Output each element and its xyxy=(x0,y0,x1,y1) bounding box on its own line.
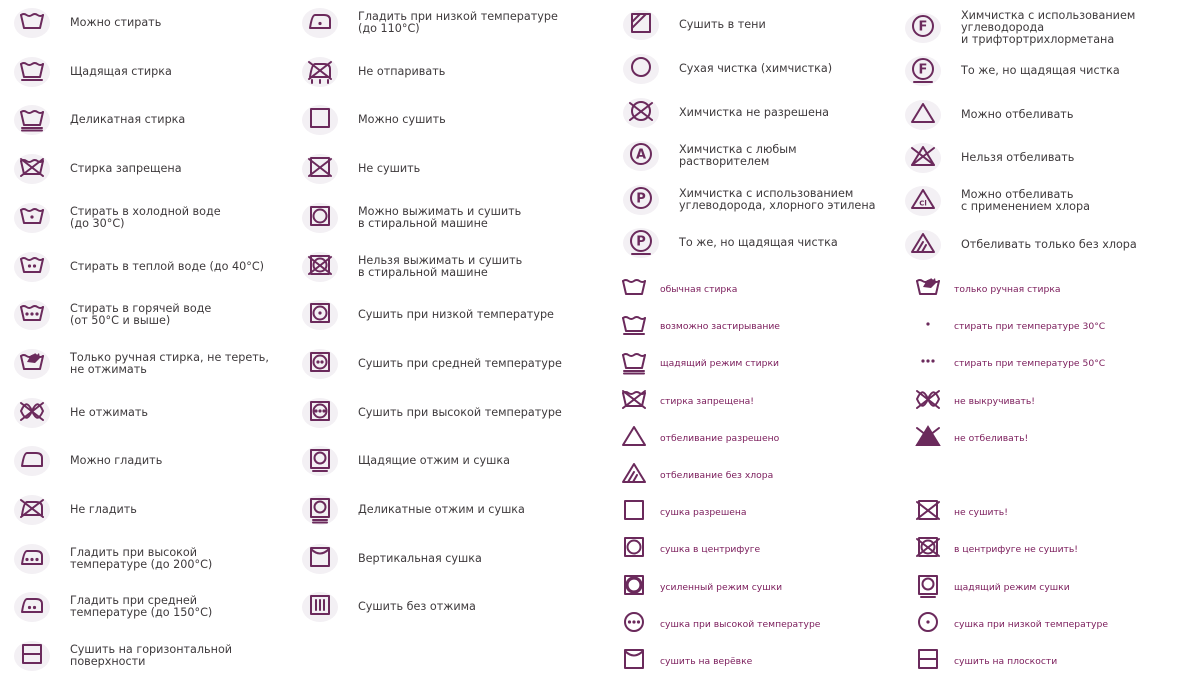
symbol-label: То же, но щадящая чистка xyxy=(679,236,838,249)
symbol-entry xyxy=(623,142,797,170)
washtub-crossed-icon xyxy=(614,388,654,414)
symbol-entry xyxy=(623,55,832,83)
washtub-crossed-icon xyxy=(14,154,50,184)
symbol-label: Гладить при высокой температуре (до 200°C) xyxy=(70,546,213,571)
symbol-entry xyxy=(623,99,829,127)
washtub-2dot-icon xyxy=(14,252,50,282)
symbol-label: сушка разрешена xyxy=(660,506,747,518)
symbol-label: Можно выжимать и сушить в стиральной машине xyxy=(358,205,522,230)
tumble-delicate-icon xyxy=(302,495,338,525)
symbol-label: Только ручная стирка, не тереть, не отжимать xyxy=(70,351,269,376)
symbol-entry xyxy=(14,253,264,281)
symbol-entry xyxy=(623,229,838,257)
washtub-delicate-icon xyxy=(14,105,50,135)
symbol-label: только ручная стирка xyxy=(954,283,1061,295)
symbol-entry xyxy=(302,204,521,232)
drip-dry-icon xyxy=(302,592,338,622)
symbol-entry xyxy=(908,573,1070,601)
symbol-label: возможно застирывание xyxy=(660,320,780,332)
symbol-label: Сухая чистка (химчистка) xyxy=(679,62,833,75)
symbol-entry xyxy=(14,399,148,427)
dry-clean-p-icon xyxy=(623,185,659,215)
symbol-label: Нельзя отбеливать xyxy=(961,151,1075,164)
bleach-crossed-icon xyxy=(905,143,941,173)
symbol-label: Деликатные отжим и сушка xyxy=(358,503,525,516)
symbol-entry xyxy=(14,642,232,670)
symbol-label: Нельзя выжимать и сушить в стиральной машине xyxy=(358,254,523,279)
iron-1dot-icon xyxy=(302,8,338,38)
tumble-strong-icon xyxy=(614,574,654,600)
dry-clean-a-icon xyxy=(623,141,659,171)
symbol-entry xyxy=(14,204,221,232)
dry-square-icon xyxy=(614,499,654,525)
symbol-label: стирать при температуре 50°C xyxy=(954,357,1106,369)
bleach-no-chlorine-icon xyxy=(905,230,941,260)
three-dots-icon xyxy=(908,350,948,376)
symbol-label: Не отжимать xyxy=(70,406,148,419)
symbol-label: Сушить при средней температуре xyxy=(358,357,562,370)
symbol-entry xyxy=(14,545,212,573)
symbol-label: Можно гладить xyxy=(70,454,163,467)
iron-2dot-icon xyxy=(14,592,50,622)
dry-crossed-icon xyxy=(908,499,948,525)
symbol-label: Не гладить xyxy=(70,503,137,516)
washtub-icon xyxy=(614,276,654,302)
no-wring-icon xyxy=(14,398,50,428)
symbol-entry xyxy=(614,349,779,377)
symbol-entry xyxy=(614,535,760,563)
tumble-dry-icon xyxy=(302,203,338,233)
symbol-entry xyxy=(14,447,162,475)
symbol-entry xyxy=(14,593,212,621)
symbol-label: не выкручивать! xyxy=(954,395,1035,407)
iron-crossed-icon xyxy=(14,495,50,525)
symbol-entry xyxy=(14,106,185,134)
symbol-entry xyxy=(302,399,562,427)
circle-3dot-icon xyxy=(614,611,654,637)
symbol-entry xyxy=(908,349,1105,377)
symbol-entry xyxy=(302,155,420,183)
symbol-entry xyxy=(14,9,161,37)
symbol-entry xyxy=(302,106,446,134)
symbol-entry xyxy=(908,424,1028,452)
iron-icon xyxy=(14,446,50,476)
symbol-label: Сушить на горизонтальной поверхности xyxy=(70,643,233,668)
symbol-label: в центрифуге не сушить! xyxy=(954,543,1078,555)
symbol-label: Сушить при низкой температуре xyxy=(358,308,554,321)
symbol-label: не сушить! xyxy=(954,506,1008,518)
svg-text:P: P xyxy=(636,234,646,250)
washtub-gentle-icon xyxy=(14,57,50,87)
symbol-entry xyxy=(908,498,1008,526)
one-dot-icon xyxy=(908,313,948,339)
tumble-2dot-icon xyxy=(302,349,338,379)
symbol-label: сушка в центрифуге xyxy=(660,543,761,555)
symbol-label: щадящий режим стирки xyxy=(660,357,779,369)
bleach-no-chlorine-icon xyxy=(614,462,654,488)
symbol-entry xyxy=(908,647,1057,675)
tumble-3dot-icon xyxy=(302,398,338,428)
symbol-label: Стирка запрещена xyxy=(70,162,182,175)
symbol-label: щадящий режим сушки xyxy=(954,581,1070,593)
symbol-entry xyxy=(614,275,737,303)
tumble-dry-crossed-icon xyxy=(908,536,948,562)
symbol-entry xyxy=(14,58,172,86)
symbol-label: Сушить без отжима xyxy=(358,600,476,613)
symbol-label: Щадящие отжим и сушка xyxy=(358,454,510,467)
symbol-label: Деликатная стирка xyxy=(70,113,186,126)
svg-text:P: P xyxy=(636,191,646,207)
symbol-entry xyxy=(302,58,445,86)
symbol-label: сушить на плоскости xyxy=(954,655,1058,667)
washtub-gentle-icon xyxy=(614,313,654,339)
symbol-label: Стирать в теплой воде (до 40°C) xyxy=(70,260,265,273)
bleach-crossed-filled-icon xyxy=(908,425,948,451)
washtub-delicate-icon xyxy=(614,350,654,376)
symbol-entry xyxy=(908,610,1108,638)
symbol-label: не отбеливать! xyxy=(954,432,1029,444)
symbol-entry xyxy=(908,535,1078,563)
symbol-label: То же, но щадящая чистка xyxy=(961,64,1120,77)
symbol-label: Можно сушить xyxy=(358,113,446,126)
dry-clean-f-gentle-icon xyxy=(905,56,941,86)
symbol-label: отбеливание разрешено xyxy=(660,432,780,444)
symbol-label: Не сушить xyxy=(358,162,421,175)
symbol-label: сушка при высокой температуре xyxy=(660,618,821,630)
symbol-entry xyxy=(905,144,1074,172)
bleach-icon xyxy=(905,100,941,130)
symbol-entry xyxy=(302,593,476,621)
symbol-label: Сушить при высокой температуре xyxy=(358,406,562,419)
symbol-entry xyxy=(14,496,137,524)
symbol-label: сушка при низкой температуре xyxy=(954,618,1108,630)
symbol-entry xyxy=(905,101,1073,129)
iron-3dot-icon xyxy=(14,544,50,574)
symbol-entry xyxy=(614,424,779,452)
symbol-label: обычная стирка xyxy=(660,283,738,295)
symbol-label: Не отпаривать xyxy=(358,65,446,78)
dry-square-icon xyxy=(302,105,338,135)
symbol-entry xyxy=(302,253,522,281)
bleach-icon xyxy=(614,425,654,451)
svg-text:F: F xyxy=(918,19,928,35)
tumble-gentle-icon xyxy=(908,574,948,600)
symbol-entry xyxy=(905,9,1136,46)
symbol-entry xyxy=(614,498,747,526)
symbol-label: сушить на верёвке xyxy=(660,655,753,667)
symbol-label: Можно стирать xyxy=(70,16,162,29)
symbol-label: Щадящая стирка xyxy=(70,65,172,78)
symbol-label: Химчистка с использованием углеводорода и трифтортрихлорметана xyxy=(961,9,1136,46)
dry-clean-crossed-icon xyxy=(623,98,659,128)
symbol-entry xyxy=(623,186,876,214)
symbol-entry xyxy=(614,387,754,415)
symbol-entry xyxy=(905,231,1137,259)
svg-text:A: A xyxy=(635,147,647,163)
circle-1dot-icon xyxy=(908,611,948,637)
symbol-entry xyxy=(908,312,1105,340)
symbol-label: усиленный режим сушки xyxy=(660,581,783,593)
symbol-entry xyxy=(908,275,1061,303)
svg-text:Cl: Cl xyxy=(919,199,927,208)
tumble-dry-crossed-icon xyxy=(302,252,338,282)
symbol-label: Химчистка с любым растворителем xyxy=(679,143,797,168)
dry-clean-p-gentle-icon xyxy=(623,228,659,258)
dry-flat-icon xyxy=(14,641,50,671)
symbol-label: стирка запрещена! xyxy=(660,395,754,407)
symbol-entry xyxy=(14,155,182,183)
symbol-entry xyxy=(614,461,773,489)
symbol-label: Гладить при средней температуре (до 150°C) xyxy=(70,594,213,619)
symbol-label: отбеливание без хлора xyxy=(660,469,774,481)
dry-shade-icon xyxy=(623,10,659,40)
svg-text:F: F xyxy=(918,62,928,78)
washtub-3dot-icon xyxy=(14,300,50,330)
symbol-entry xyxy=(614,647,752,675)
symbol-entry xyxy=(905,57,1120,85)
washtub-1dot-icon xyxy=(14,203,50,233)
symbol-entry xyxy=(302,496,525,524)
symbol-label: Отбеливать только без хлора xyxy=(961,238,1137,251)
bleach-cl-icon xyxy=(905,186,941,216)
symbol-entry xyxy=(302,9,558,37)
dry-clean-icon xyxy=(623,54,659,84)
symbol-label: Стирать в горячей воде (от 50°C и выше) xyxy=(70,302,212,327)
symbol-label: Химчистка не разрешена xyxy=(679,106,830,119)
symbol-label: Сушить в тени xyxy=(679,18,766,31)
symbol-entry xyxy=(905,187,1090,215)
symbol-entry xyxy=(614,573,782,601)
symbol-entry xyxy=(614,312,780,340)
hand-wash-icon xyxy=(908,276,948,302)
washtub-icon xyxy=(14,8,50,38)
hand-wash-icon xyxy=(14,349,50,379)
dry-clean-f-icon xyxy=(905,13,941,43)
no-wring-icon xyxy=(908,388,948,414)
symbol-entry xyxy=(614,610,820,638)
dry-crossed-icon xyxy=(302,154,338,184)
symbol-entry xyxy=(908,387,1035,415)
line-dry-icon xyxy=(614,648,654,674)
tumble-1dot-icon xyxy=(302,300,338,330)
line-dry-icon xyxy=(302,544,338,574)
symbol-entry xyxy=(302,350,562,378)
symbol-label: стирать при температуре 30°C xyxy=(954,320,1106,332)
symbol-entry xyxy=(302,301,554,329)
symbol-label: Можно отбеливать с применением хлора xyxy=(961,188,1090,213)
tumble-dry-icon xyxy=(614,536,654,562)
tumble-gentle-icon xyxy=(302,446,338,476)
symbol-label: Гладить при низкой температуре (до 110°C) xyxy=(358,10,558,35)
symbol-label: Стирать в холодной воде (до 30°C) xyxy=(70,205,221,230)
symbol-entry xyxy=(302,545,482,573)
symbol-entry xyxy=(14,301,211,329)
symbol-entry xyxy=(302,447,510,475)
symbol-entry xyxy=(14,350,269,378)
symbol-label: Химчистка с использованием углеводорода, хлорного этилена xyxy=(679,187,876,212)
no-steam-icon xyxy=(302,57,338,87)
dry-flat-icon xyxy=(908,648,948,674)
symbol-label: Вертикальная сушка xyxy=(358,552,482,565)
symbol-entry xyxy=(623,11,766,39)
symbol-label: Можно отбеливать xyxy=(961,108,1074,121)
